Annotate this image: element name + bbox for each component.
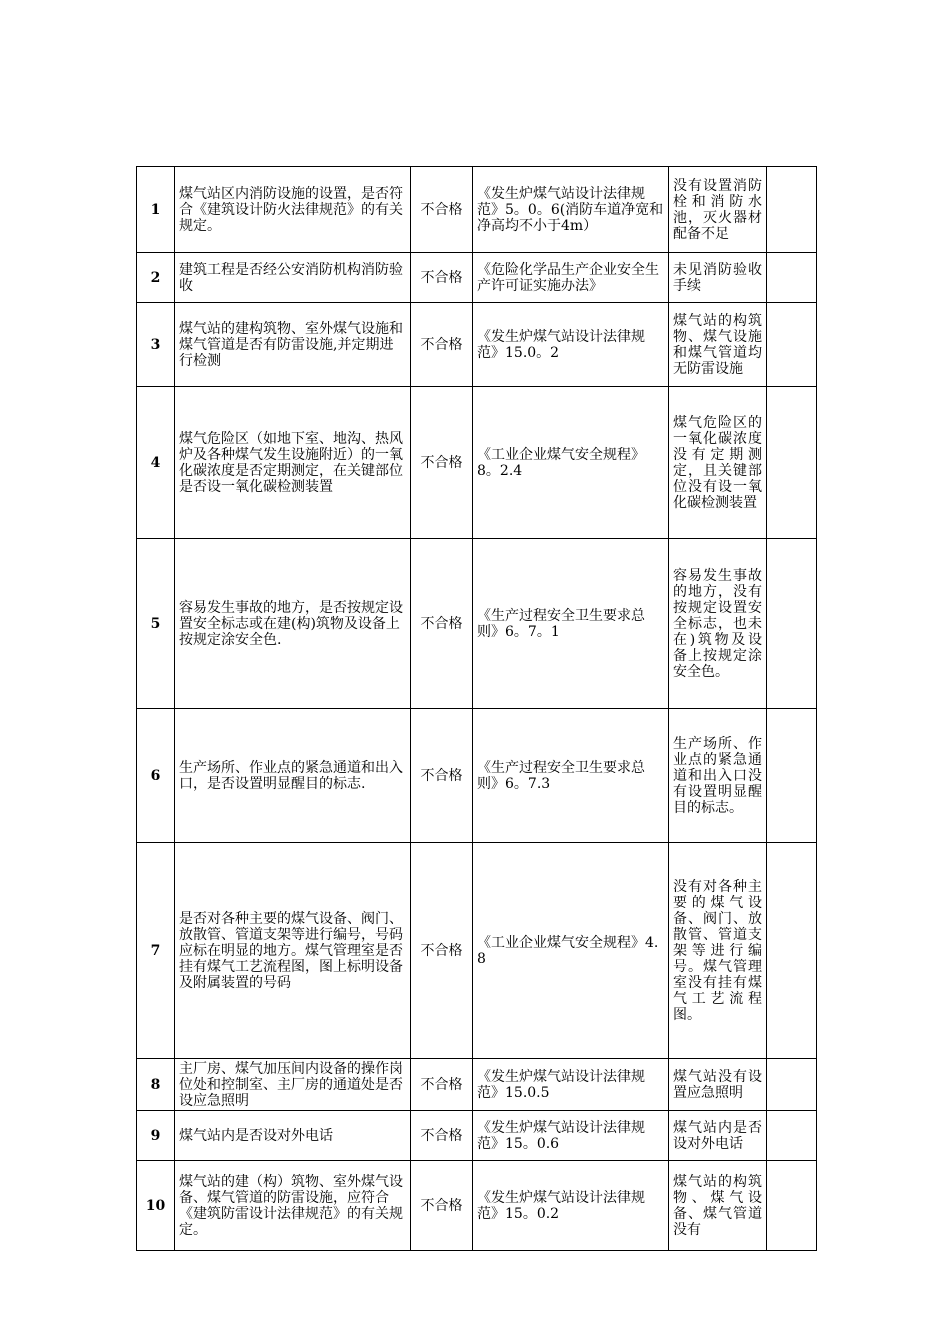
row-number-cell: 10 — [137, 1161, 175, 1251]
result-cell: 不合格 — [411, 167, 473, 253]
check-item-cell: 是否对各种主要的煤气设备、阀门、放散管、管道支架等进行编号，号码应标在明显的地方。煤气管理室是否挂有煤气工艺流程图，图上标明设备及附属装置的号码 — [175, 843, 411, 1059]
row-number-cell: 2 — [137, 253, 175, 303]
table-row — [137, 843, 817, 1059]
row-number-cell: 7 — [137, 843, 175, 1059]
finding-cell: 煤气危险区的一氧化碳浓度没有定期测定，且关键部位没有设一氧化碳检测装置 — [669, 387, 767, 539]
row-number-cell: 3 — [137, 303, 175, 387]
remark-cell — [767, 167, 817, 253]
remark-cell — [767, 1059, 817, 1111]
row-number-cell: 6 — [137, 709, 175, 843]
remark-cell — [767, 843, 817, 1059]
finding-cell: 煤气站的构筑物、煤气设施和煤气管道均无防雷设施 — [669, 303, 767, 387]
check-item-cell: 煤气站的建构筑物、室外煤气设施和煤气管道是否有防雷设施,并定期进行检测 — [175, 303, 411, 387]
result-cell: 不合格 — [411, 1161, 473, 1251]
table-row — [137, 1111, 817, 1161]
basis-cell: 《发生炉煤气站设计法律规范》5。0。6(消防车道净宽和净高均不小于4m） — [473, 167, 669, 253]
basis-cell: 《发生炉煤气站设计法律规范》15.0。2 — [473, 303, 669, 387]
remark-cell — [767, 1161, 817, 1251]
finding-cell: 未见消防验收手续 — [669, 253, 767, 303]
check-item-cell: 生产场所、作业点的紧急通道和出入口，是否设置明显醒目的标志. — [175, 709, 411, 843]
row-number-cell: 1 — [137, 167, 175, 253]
inspection-table-body — [137, 167, 817, 1251]
remark-cell — [767, 387, 817, 539]
table-row — [137, 387, 817, 539]
row-number-cell: 5 — [137, 539, 175, 709]
finding-cell: 煤气站内是否设对外电话 — [669, 1111, 767, 1161]
result-cell: 不合格 — [411, 843, 473, 1059]
check-item-cell: 煤气危险区（如地下室、地沟、热风炉及各种煤气发生设施附近）的一氧化碳浓度是否定期测定，在关键部位是否设一氧化碳检测装置 — [175, 387, 411, 539]
finding-cell: 煤气站没有设置应急照明 — [669, 1059, 767, 1111]
finding-cell: 生产场所、作业点的紧急通道和出入口没有设置明显醒目的标志。 — [669, 709, 767, 843]
check-item-cell: 建筑工程是否经公安消防机构消防验收 — [175, 253, 411, 303]
basis-cell: 《危险化学品生产企业安全生产许可证实施办法》 — [473, 253, 669, 303]
finding-cell: 没有对各种主要的煤气设备、阀门、放散管、管道支架等进行编号。煤气管理室没有挂有煤气工艺流程图。 — [669, 843, 767, 1059]
finding-cell: 容易发生事故的地方，没有按规定设置安全标志，也未在)筑物及设备上按规定涂安全色。 — [669, 539, 767, 709]
table-row — [137, 1161, 817, 1251]
basis-cell: 《发生炉煤气站设计法律规范》15.0.5 — [473, 1059, 669, 1111]
result-cell: 不合格 — [411, 253, 473, 303]
check-item-cell: 煤气站区内消防设施的设置，是否符合《建筑设计防火法律规范》的有关规定。 — [175, 167, 411, 253]
table-row — [137, 709, 817, 843]
result-cell: 不合格 — [411, 709, 473, 843]
remark-cell — [767, 1111, 817, 1161]
finding-cell: 没有设置消防栓和消防水池，灭火器材配备不足 — [669, 167, 767, 253]
remark-cell — [767, 709, 817, 843]
check-item-cell: 煤气站内是否设对外电话 — [175, 1111, 411, 1161]
table-row — [137, 253, 817, 303]
basis-cell: 《工业企业煤气安全规程》8。2.4 — [473, 387, 669, 539]
finding-cell: 煤气站的构筑物、煤气设备、煤气管道没有 — [669, 1161, 767, 1251]
table-row — [137, 303, 817, 387]
result-cell: 不合格 — [411, 1059, 473, 1111]
basis-cell: 《生产过程安全卫生要求总则》6。7。1 — [473, 539, 669, 709]
row-number-cell: 4 — [137, 387, 175, 539]
result-cell: 不合格 — [411, 303, 473, 387]
basis-cell: 《生产过程安全卫生要求总则》6。7.3 — [473, 709, 669, 843]
remark-cell — [767, 539, 817, 709]
row-number-cell: 8 — [137, 1059, 175, 1111]
check-item-cell: 主厂房、煤气加压间内设备的操作岗位处和控制室、主厂房的通道处是否设应急照明 — [175, 1059, 411, 1111]
inspection-table — [136, 166, 817, 1251]
result-cell: 不合格 — [411, 387, 473, 539]
basis-cell: 《发生炉煤气站设计法律规范》15。0.2 — [473, 1161, 669, 1251]
table-row — [137, 167, 817, 253]
check-item-cell: 容易发生事故的地方，是否按规定设置安全标志或在建(构)筑物及设备上按规定涂安全色. — [175, 539, 411, 709]
table-row — [137, 1059, 817, 1111]
check-item-cell: 煤气站的建（构）筑物、室外煤气设备、煤气管道的防雷设施，应符合《建筑防雷设计法律规范》的有关规定。 — [175, 1161, 411, 1251]
table-row — [137, 539, 817, 709]
result-cell: 不合格 — [411, 1111, 473, 1161]
remark-cell — [767, 303, 817, 387]
remark-cell — [767, 253, 817, 303]
row-number-cell: 9 — [137, 1111, 175, 1161]
basis-cell: 《工业企业煤气安全规程》4.8 — [473, 843, 669, 1059]
basis-cell: 《发生炉煤气站设计法律规范》15。0.6 — [473, 1111, 669, 1161]
result-cell: 不合格 — [411, 539, 473, 709]
